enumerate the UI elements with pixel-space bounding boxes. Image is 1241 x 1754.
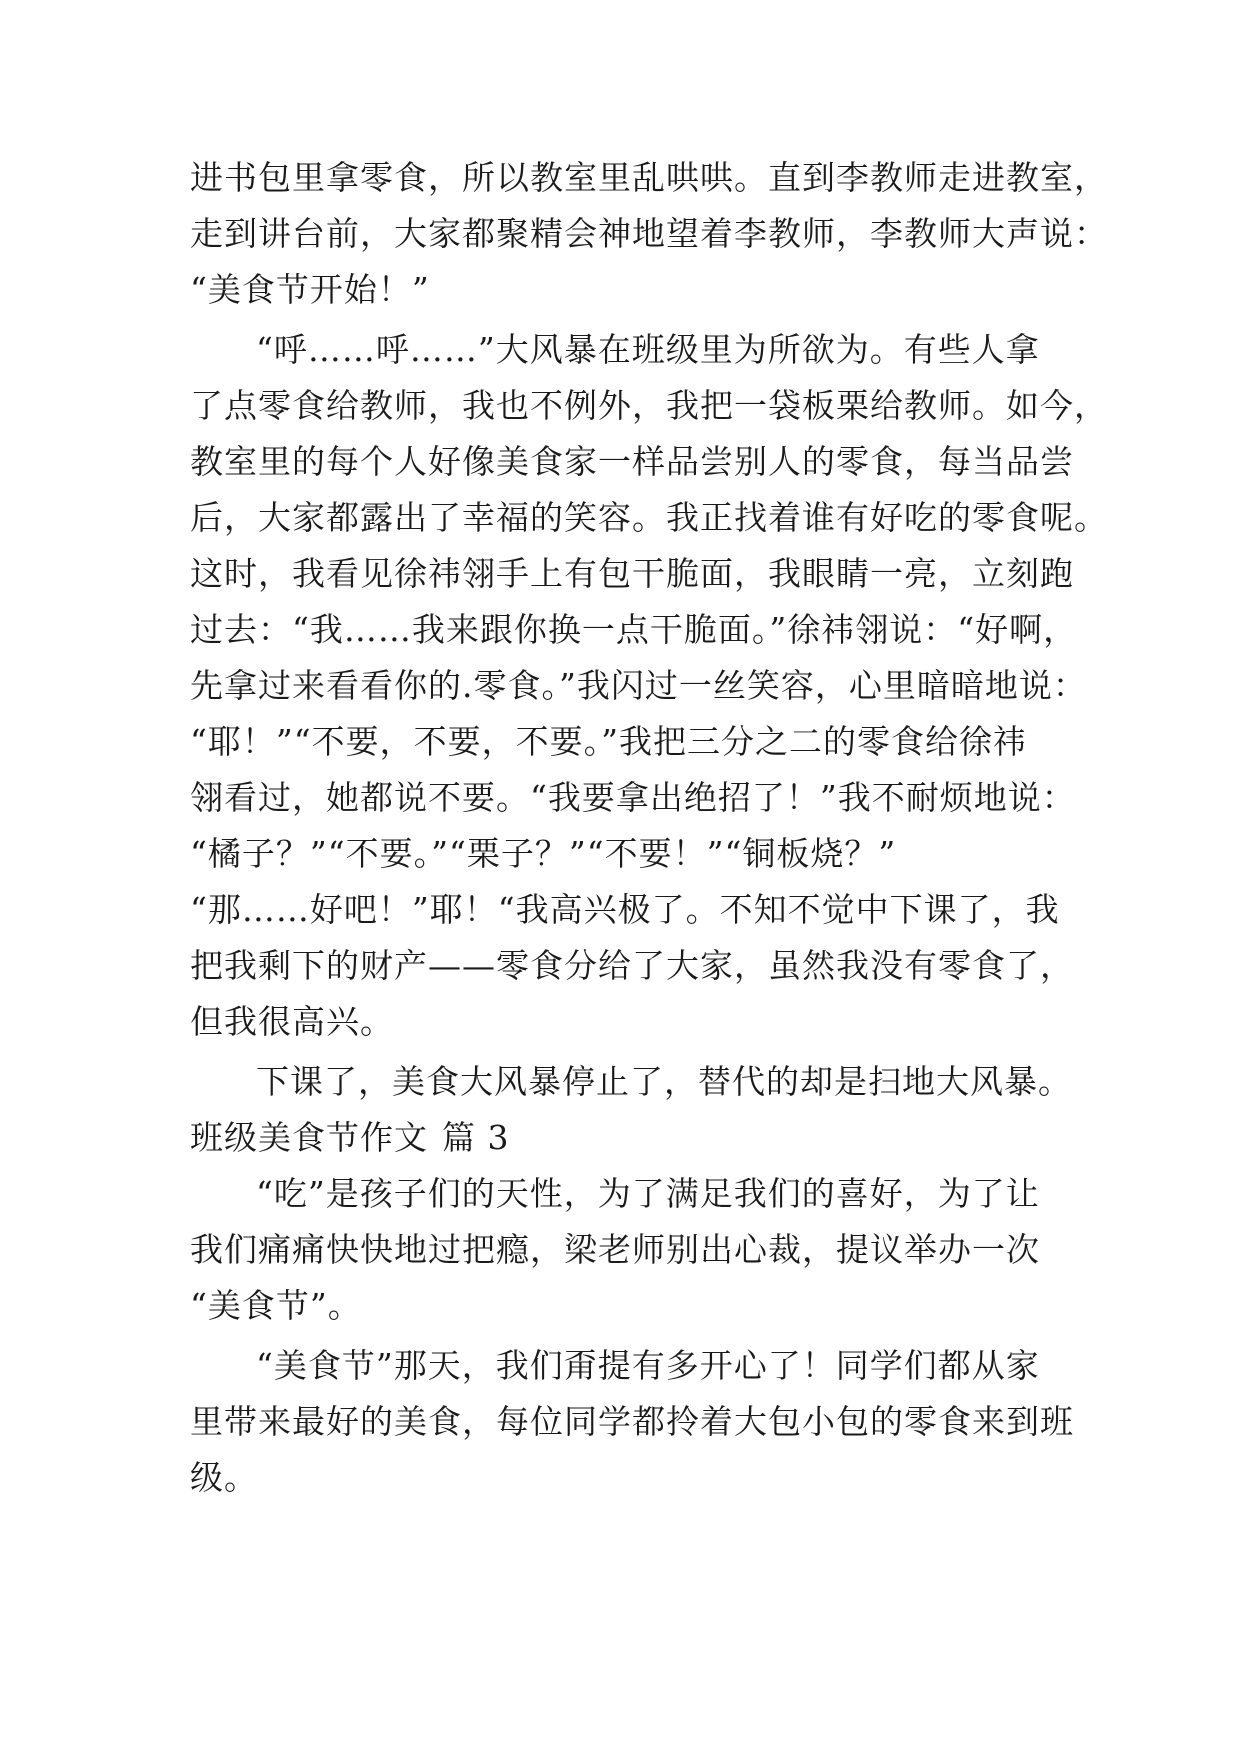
- text-line: “呼……呼……”大风暴在班级里为所欲为。有些人拿: [256, 330, 1040, 369]
- text-line: “美食节开始！”: [190, 270, 430, 309]
- text-line: “耶！”“不要，不要，不要。”我把三分之二的零食给徐祎: [190, 722, 1027, 761]
- paragraph-2: [190, 322, 1108, 1050]
- text-line: 教室里的每个人好像美食家一样品尝别人的零食，每当品尝: [190, 442, 1074, 481]
- section-heading: [190, 1110, 1070, 1166]
- heading-title: 班级美食节作文: [190, 1118, 428, 1157]
- text-line: “吃”是孩子们的天性，为了满足我们的喜好，为了让: [256, 1174, 1040, 1213]
- text-line: 这时，我看见徐祎翎手上有包干脆面，我眼睛一亮，立刻跑: [190, 554, 1074, 593]
- text-line: 里带来最好的美食，每位同学都拎着大包小包的零食来到班: [190, 1402, 1074, 1441]
- text-line: 过去：“我……我来跟你换一点干脆面。”徐祎翎说：“好啊，: [190, 610, 1078, 649]
- text-line: “美食节”那天，我们甭提有多开心了！同学们都从家: [256, 1346, 1040, 1385]
- text-line: “美食节”。: [190, 1286, 362, 1325]
- text-line: 进书包里拿零食，所以教室里乱哄哄。直到李教师走进教室，: [190, 158, 1108, 197]
- text-line: 了点零食给教师，我也不例外，我把一袋板栗给教师。如今，: [190, 386, 1108, 425]
- text-line: 下课了，美食大风暴停止了，替代的却是扫地大风暴。: [256, 1062, 1072, 1101]
- text-line: 先拿过来看看你的.零食。”我闪过一丝笑容，心里暗暗地说：: [190, 666, 1087, 705]
- text-line: “橘子？”“不要。”“栗子？”“不要！”“铜板烧？”: [190, 834, 897, 873]
- paragraph-1: [190, 150, 1108, 318]
- paragraph-3: [190, 1054, 1070, 1110]
- text-line: 翎看过，她都说不要。“我要拿出绝招了！”我不耐烦地说：: [190, 778, 1076, 817]
- text-line: 走到讲台前，大家都聚精会神地望着李教师，李教师大声说：: [190, 214, 1108, 253]
- text-line: 但我很高兴。: [190, 1002, 394, 1041]
- text-line: 后，大家都露出了幸福的笑容。我正找着谁有好吃的零食呢。: [190, 498, 1108, 537]
- text-line: 级。: [190, 1458, 258, 1497]
- text-line: 我们痛痛快快地过把瘾，梁老师别出心裁，提议举办一次: [190, 1230, 1040, 1269]
- document-body: [190, 150, 1108, 1506]
- text-line: 把我剩下的财产——零食分给了大家，虽然我没有零食了，: [190, 946, 1074, 985]
- text-line: “那……好吧！”耶！“我高兴极了。不知不觉中下课了，我: [190, 890, 1060, 929]
- heading-number: 篇 3: [442, 1118, 510, 1157]
- paragraph-5: [190, 1338, 1074, 1506]
- paragraph-4: [190, 1166, 1070, 1334]
